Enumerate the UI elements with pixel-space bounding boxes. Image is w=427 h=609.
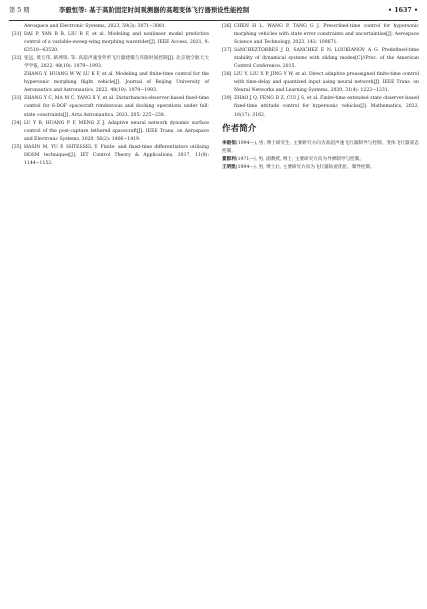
reference-text: LIU Y, LIU X P, JING Y W, et al. Direct adaptive preassigned finite-time control with time-delay and quantized input using neural network[J]. IEEE Trans. on Neural Networks and Learning Systems, 2020, 31(4): 1222−1231. xyxy=(234,72,419,94)
left-column xyxy=(12,23,209,168)
author-bio-text: (1971—), 男, 副教授, 博士, 主要研究方向为导弹制导与控制。 xyxy=(235,156,364,162)
reference-number: [38] xyxy=(222,72,232,78)
reference-text: HASIN M, YU P, SHTESSEL Y. Finite- and fixed-time differentiators utilising HOSM techniques[J]. IET Control Theory & Applications, 2017, 11(8): 1144−1152. xyxy=(24,144,209,166)
author-name: 王明凯 xyxy=(222,164,236,170)
authors-heading: 作者简介 xyxy=(222,123,257,134)
reference-number: [31] xyxy=(12,32,22,38)
reference-number: [32] xyxy=(12,56,22,62)
author-bio xyxy=(222,140,419,156)
reference-number: [36] xyxy=(222,24,232,29)
page-number: • 1637 • xyxy=(388,7,418,14)
reference-text: 张远, 黄万伟, 路坤锋, 等. 高超声速变外形飞行器建模与有限时间控制[J]. 北京航空航天大学学报, 2022, 48(10): 1979−1993. xyxy=(24,56,209,70)
reference-36 xyxy=(222,23,419,47)
reference-31 xyxy=(12,31,209,55)
reference-text: ZHANG Y, HUANG W W, LU K F, et al. Modeling and finite-time control for the hypersonic morphing flight vehicle[J]. Journal of Beijing University of Aeronautics and Astronautics, 2022, 48(10): 1979−1993. xyxy=(24,72,209,94)
reference-number: [35] xyxy=(12,144,22,150)
running-title: 李毅恒等: 基于高阶固定时间观测器的高超变体飞行器预设性能控制 xyxy=(59,7,250,14)
reference-39 xyxy=(222,95,419,119)
reference-number: [33] xyxy=(12,96,22,102)
reference-text: SáNCHEZTORRES J D, SANCHEZ E N, LOUKIANOV A G. Predefined-time stability of dynamical systems with sliding modes[C]//Proc. of the American Control Conference, 2015. xyxy=(234,48,419,70)
right-column xyxy=(222,23,419,172)
reference-number: [34] xyxy=(12,120,22,126)
reference-33 xyxy=(12,95,209,119)
reference-35 xyxy=(12,144,209,168)
reference-continuation xyxy=(12,23,209,31)
author-bio xyxy=(222,164,419,172)
author-bio xyxy=(222,156,419,164)
header-rule xyxy=(9,20,418,21)
author-bio-text: (1994—), 男, 博士后, 主要研究方向为飞行器轨迹优化、制导控制。 xyxy=(235,164,375,170)
reference-text: CHEN H L, WANG P, TANG G J. Prescribed-time control for hypersonic morphing vehicles with state error constraints and uncertainties[J]. Aerospace Science and Technology, 2023, 142: 108671. xyxy=(234,24,419,46)
reference-text: ZHANG Y C, MA M C, YANG X Y, et al. Disturbances-observer-based fixed-time control for 6-DOF spacecraft rendezvous and docking operations under full-state constraints[J]. Acta Astronautica, 2023, 205: 225−238. xyxy=(24,96,209,118)
reference-text: Aerospace and Electronic Systems, 2023, 59(3): 3071−3081. xyxy=(24,24,167,29)
reference-number: [39] xyxy=(222,96,232,102)
reference-32 xyxy=(12,55,209,71)
reference-32-english xyxy=(12,71,209,95)
reference-text: LU Y B, HUANG P F, MENG Z J. Adaptive neural network dynamic surface control of the post-capture tethered spacecraft[J]. IEEE Trans. on Aerospace and Electronic Systems, 2020, 56(2): 1406−1419. xyxy=(24,120,209,142)
issue-number: 第 5 期 xyxy=(9,7,30,14)
reference-number: [37] xyxy=(222,48,232,54)
reference-text: ZHAO J Q, FENG D Z, CUI J S, et al. Finite-time extended state observer-based fixed-time attitude control for hypersonic vehicles[J]. Mathematics, 2022, 10(17): 3162. xyxy=(234,96,419,118)
reference-text: DAI P, YAN B B, LIU R F, et al. Modeling and nonlinear model predictive control of a variable-sweep-wing morphing waverider[J]. IEEE Access, 2021, 9: 63510−63520. xyxy=(24,32,209,54)
reference-34 xyxy=(12,120,209,144)
page-header xyxy=(9,3,418,19)
reference-37 xyxy=(222,47,419,71)
author-bio-text: (1994—), 男, 博士研究生, 主要研究方向为高超声速飞行器制导与控制、变体飞行器姿态控制。 xyxy=(222,140,419,154)
author-name: 李毅恒 xyxy=(222,140,237,146)
author-name: 夏群利 xyxy=(222,156,236,162)
reference-38 xyxy=(222,71,419,95)
